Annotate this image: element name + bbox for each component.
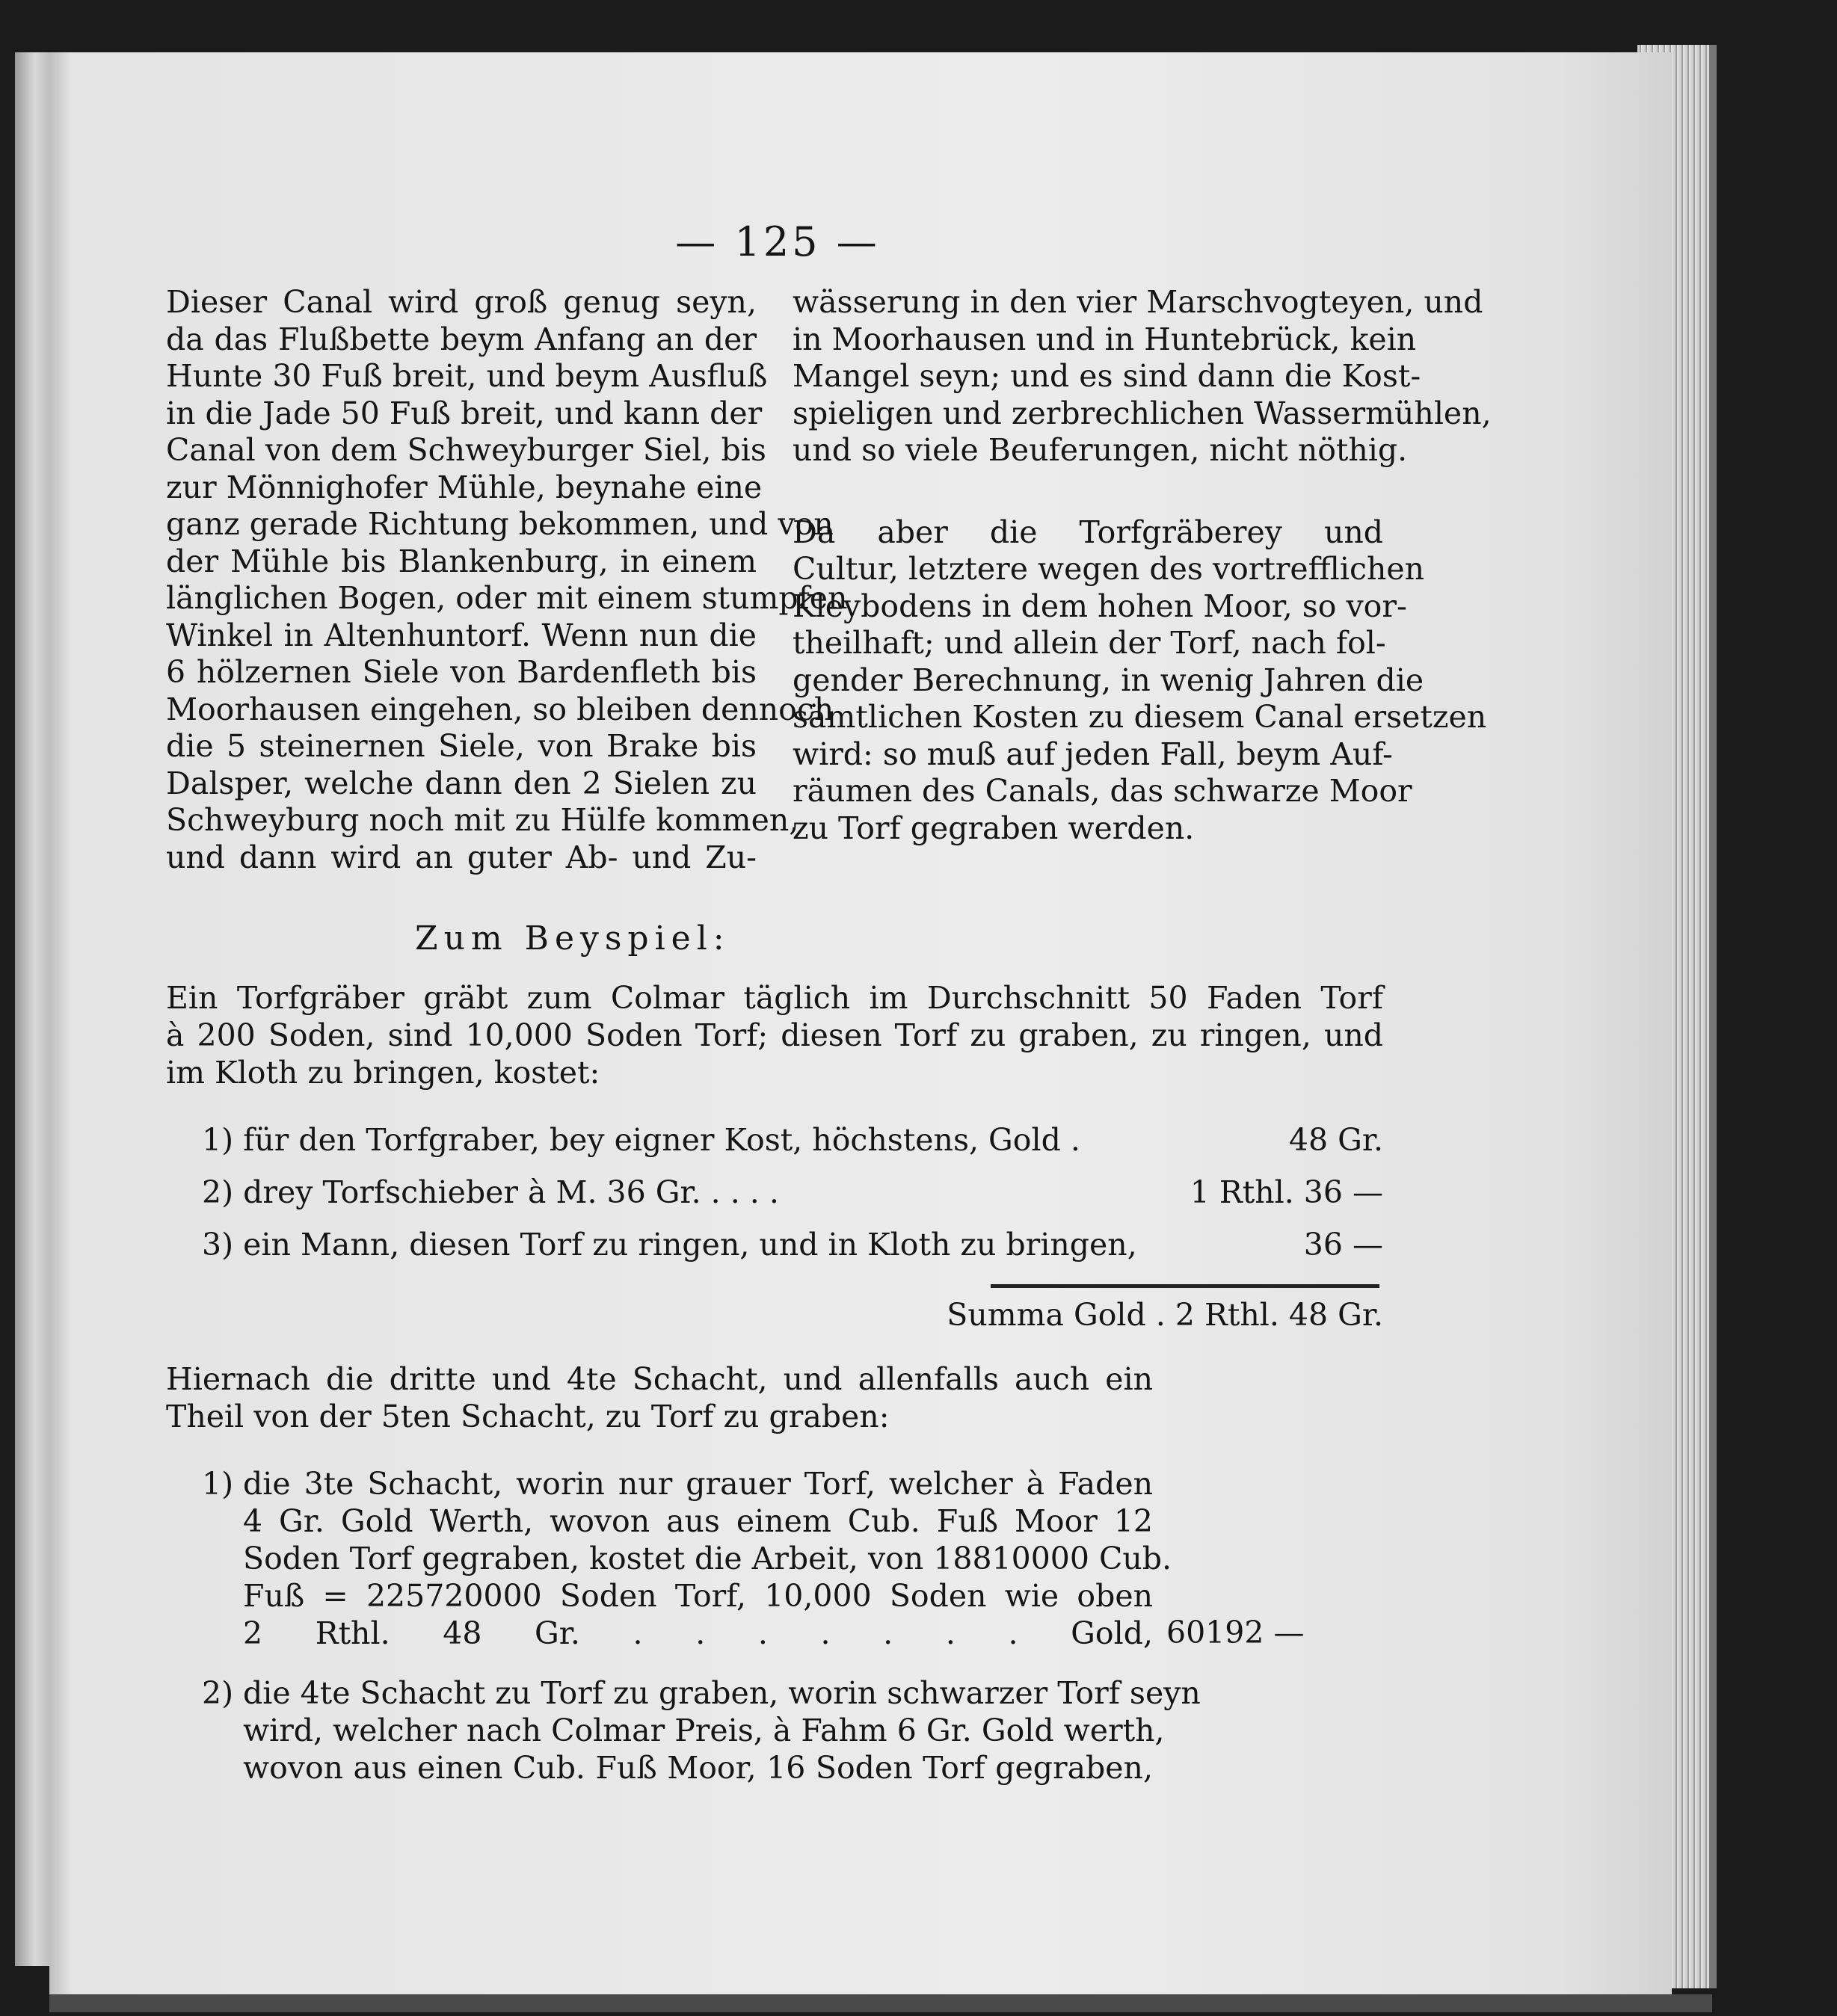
text-line: gender Berechnung, in wenig Jahren die <box>793 662 1424 698</box>
text-line: Moorhausen eingehen, so bleiben dennoch <box>166 691 834 727</box>
text-line: Hunte 30 Fuß breit, und beym Ausfluß <box>166 358 768 394</box>
text-line: wovon aus einen Cub. Fuß Moor, 16 Soden Torf gegraben, <box>243 1750 1153 1786</box>
right-column <box>793 284 1492 847</box>
text-line: Fuß = 225720000 Soden Torf, 10,000 Soden wie oben <box>243 1578 1153 1614</box>
text-line: 6 hölzernen Siele von Bardenfleth bis <box>166 654 757 690</box>
item-number: 1) <box>202 1466 234 1502</box>
text-line: Cultur, letztere wegen des vortrefflichen <box>793 551 1425 587</box>
text-line: 4 Gr. Gold Werth, wovon aus einem Cub. Fuß Moor 12 <box>243 1503 1153 1539</box>
text-line: Mangel seyn; und es sind dann die Kost- <box>793 358 1421 394</box>
text-line: Dieser Canal wird groß genug seyn, <box>166 284 757 320</box>
section-heading: Zum Beyspiel: <box>415 919 730 958</box>
text-line: der Mühle bis Blankenburg, in einem <box>166 543 757 579</box>
page-number: — 125 — <box>675 218 880 265</box>
example-paragraph <box>166 979 1383 1091</box>
cost-row <box>202 1114 1383 1166</box>
cost-total: Summa Gold . 2 Rthl. 48 Gr. <box>947 1297 1383 1333</box>
text-line: wässerung in den vier Marschvogteyen, und <box>793 284 1483 320</box>
text-line: ganz gerade Richtung bekommen, und von <box>166 506 834 542</box>
cost-row <box>202 1166 1383 1218</box>
text-line: Canal von dem Schweyburger Siel, bis <box>166 432 766 468</box>
text-line: und dann wird an guter Ab- und Zu- <box>166 839 757 875</box>
text-line: sämtlichen Kosten zu diesem Canal ersetzen <box>793 699 1487 735</box>
text-line: theilhaft; und allein der Torf, nach fol- <box>793 625 1386 661</box>
cost-row <box>202 1218 1383 1271</box>
cost-amount: 1 Rthl. 36 — <box>1190 1174 1383 1210</box>
text-line: zur Mönnighofer Mühle, beynahe eine <box>166 469 763 505</box>
text-line: im Kloth zu bringen, kostet: <box>166 1055 600 1091</box>
text-line: Soden Torf gegraben, kostet die Arbeit, von 18810000 Cub. <box>243 1541 1172 1576</box>
cost-description: drey Torfschieber à M. 36 Gr. . . . . <box>243 1174 779 1210</box>
cost-number: 1) <box>202 1122 234 1158</box>
text-line: zu Torf gegraben werden. <box>793 810 1195 846</box>
cost-number: 2) <box>202 1174 234 1210</box>
text-line: Kleybodens in dem hohen Moor, so vor- <box>793 588 1407 624</box>
text-line: wird, welcher nach Colmar Preis, à Fahm 6 Gr. Gold werth, <box>243 1713 1165 1748</box>
text-line: räumen des Canals, das schwarze Moor <box>793 773 1412 809</box>
left-column <box>166 284 848 876</box>
text-line: länglichen Bogen, oder mit einem stumpfen <box>166 580 848 616</box>
text-line: spieligen und zerbrechlichen Wassermühlen, <box>793 395 1492 431</box>
cost-number: 3) <box>202 1227 234 1263</box>
text-line: in Moorhausen und in Huntebrück, kein <box>793 321 1417 357</box>
text-line: Winkel in Altenhuntorf. Wenn nun die <box>166 617 757 653</box>
cost-list <box>202 1114 1383 1271</box>
item-number: 2) <box>202 1675 234 1711</box>
text-line: Schweyburg noch mit zu Hülfe kommen, <box>166 802 799 838</box>
text-line: à 200 Soden, sind 10,000 Soden Torf; diesen Torf zu graben, zu ringen, und <box>166 1017 1383 1053</box>
after-intro <box>166 1360 1153 1435</box>
text-line: und so viele Beuferungen, nicht nöthig. <box>793 432 1408 468</box>
cost-amount: 48 Gr. <box>1288 1122 1383 1158</box>
cost-description: ein Mann, diesen Torf zu ringen, und in Kloth zu bringen, <box>243 1227 1137 1263</box>
item-value: 60192 — <box>1166 1615 1305 1650</box>
text-line: wird: so muß auf jeden Fall, beym Auf- <box>793 736 1393 772</box>
cost-description: für den Torfgraber, bey eigner Kost, höchstens, Gold . <box>243 1122 1080 1158</box>
text-line: Da aber die Torfgräberey und <box>793 514 1383 550</box>
text-line: Ein Torfgräber gräbt zum Colmar täglich im Durchschnitt 50 Faden Torf <box>166 980 1383 1016</box>
text-line: Hiernach die dritte und 4te Schacht, und allenfalls auch ein <box>166 1361 1153 1397</box>
text-line: Theil von der 5ten Schacht, zu Torf zu graben: <box>166 1399 890 1434</box>
text-line: da das Flußbette beym Anfang an der <box>166 321 757 357</box>
text-line: 2 Rthl. 48 Gr. . . . . . . . Gold, <box>243 1615 1153 1651</box>
text-line: die 3te Schacht, worin nur grauer Torf, welcher à Faden <box>243 1466 1153 1502</box>
text-line: die 5 steinernen Siele, von Brake bis <box>166 728 757 764</box>
text-line: Dalsper, welche dann den 2 Sielen zu <box>166 765 757 801</box>
text-line: in die Jade 50 Fuß breit, und kann der <box>166 395 763 431</box>
cost-amount: 36 — <box>1303 1227 1383 1263</box>
total-rule <box>991 1284 1379 1288</box>
text-line: die 4te Schacht zu Torf zu graben, worin schwarzer Torf seyn <box>243 1675 1201 1711</box>
